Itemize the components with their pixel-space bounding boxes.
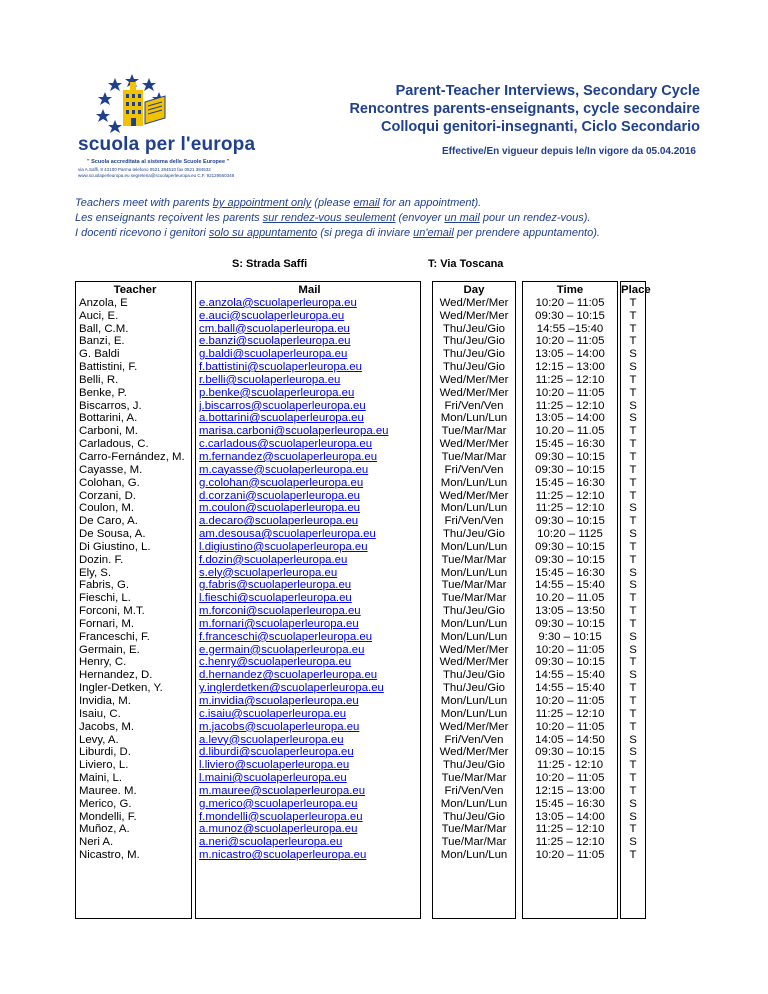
meeting-time: 11:25 – 12:10 bbox=[535, 399, 605, 412]
teacher-name: Liburdi, D. bbox=[79, 746, 131, 759]
teacher-email-link[interactable]: l.maini@scuolaperleuropa.eu bbox=[199, 772, 347, 785]
meeting-time: 10:20 – 11:05 bbox=[535, 643, 605, 656]
meeting-time: 09:30 – 10:15 bbox=[535, 309, 605, 322]
note-emphasis: email bbox=[353, 197, 380, 209]
teacher-email-link[interactable]: m.mauree@scuolaperleuropa.eu bbox=[199, 784, 366, 797]
teacher-email-link[interactable]: d.liburdi@scuolaperleuropa.eu bbox=[199, 746, 354, 759]
teacher-email-link[interactable]: m.jacobs@scuolaperleuropa.eu bbox=[199, 720, 360, 733]
meeting-time: 13:05 – 14:00 bbox=[535, 412, 605, 425]
note-text: per prendere appuntamento). bbox=[453, 227, 600, 239]
note-text: for an appointment). bbox=[379, 197, 482, 209]
meeting-time: 14:55 – 15:40 bbox=[535, 579, 605, 592]
meeting-day: Thu/Jeu/Gio bbox=[442, 810, 506, 823]
school-logo bbox=[75, 72, 315, 180]
note-text: (envoyer bbox=[395, 212, 445, 224]
meeting-place: T bbox=[629, 476, 637, 489]
meeting-time: 11:25 – 12:10 bbox=[535, 707, 605, 720]
teacher-name: Colohan, G. bbox=[79, 476, 140, 489]
meeting-place: S bbox=[629, 669, 637, 682]
teacher-name: Benke, P. bbox=[79, 386, 127, 399]
teacher-name: De Sousa, A. bbox=[79, 528, 146, 541]
teacher-name: Henry, C. bbox=[79, 656, 127, 669]
teacher-name: Liviero, L. bbox=[79, 759, 129, 772]
teacher-email-link[interactable]: c.henry@scuolaperleuropa.eu bbox=[199, 656, 352, 669]
meeting-place: S bbox=[629, 528, 637, 541]
meeting-time: 14:55 – 15:40 bbox=[535, 682, 605, 695]
meeting-day: Wed/Mer/Mer bbox=[439, 746, 509, 759]
teacher-name: Fabris, G. bbox=[79, 579, 130, 592]
meeting-time: 10:20 – 11:05 bbox=[535, 695, 605, 707]
meeting-time: 11:25 - 12:10 bbox=[536, 759, 604, 772]
teacher-name: Di Giustino, L. bbox=[79, 540, 151, 553]
meeting-place: T bbox=[629, 849, 637, 862]
meeting-place: T bbox=[629, 823, 637, 836]
meeting-time: 13:05 – 14:00 bbox=[535, 348, 605, 361]
meeting-day: Thu/Jeu/Gio bbox=[442, 348, 506, 361]
teacher-email-link[interactable]: cm.ball@scuolaperleuropa.eu bbox=[199, 322, 350, 335]
teacher-email-link[interactable]: f.franceschi@scuolaperleuropa.eu bbox=[199, 630, 373, 643]
teacher-email-link[interactable]: d.hernandez@scuolaperleuropa.eu bbox=[199, 669, 378, 682]
meeting-place: T bbox=[629, 605, 637, 618]
meeting-place: T bbox=[629, 386, 637, 399]
mail-header: Mail bbox=[298, 284, 321, 296]
meeting-day: Tue/Mar/Mar bbox=[441, 450, 507, 463]
teacher-name: Cayasse, M. bbox=[79, 463, 143, 476]
teacher-name: Mondelli, F. bbox=[79, 810, 137, 823]
teacher-name: Franceschi, F. bbox=[79, 630, 150, 643]
teacher-email-link[interactable]: m.invidia@scuolaperleuropa.eu bbox=[199, 695, 359, 707]
teacher-name: Carro-Fernández, M. bbox=[79, 450, 185, 463]
meeting-place: T bbox=[629, 784, 637, 797]
teacher-name: Isaiu, C. bbox=[79, 707, 121, 720]
meeting-time: 10:20 – 11:05 bbox=[535, 772, 605, 785]
day-header: Day bbox=[463, 284, 485, 296]
meeting-day: Tue/Mar/Mar bbox=[441, 836, 507, 849]
teacher-name: Hernandez, D. bbox=[79, 669, 153, 682]
meeting-time: 10.20 – 11.05 bbox=[535, 592, 605, 605]
teacher-name: Invidia, M. bbox=[79, 695, 131, 707]
teacher-email-link[interactable]: d.corzani@scuolaperleuropa.eu bbox=[199, 489, 361, 502]
meeting-time: 10:20 – 1125 bbox=[537, 528, 603, 541]
teacher-name: G. Baldi bbox=[79, 348, 120, 361]
teacher-email-link[interactable]: g.colohan@scuolaperleuropa.eu bbox=[199, 476, 364, 489]
teacher-email-link[interactable]: m.fornari@scuolaperleuropa.eu bbox=[199, 617, 359, 630]
teacher-name: Ely, S. bbox=[79, 566, 112, 579]
teacher-email-link[interactable]: g.baldi@scuolaperleuropa.eu bbox=[199, 348, 348, 361]
teacher-email-link[interactable]: m.nicastro@scuolaperleuropa.eu bbox=[199, 849, 367, 862]
meeting-day: Fri/Ven/Ven bbox=[444, 515, 504, 528]
teacher-name: Maini, L. bbox=[79, 772, 123, 785]
title-en: Parent-Teacher Interviews, Secondary Cycle bbox=[395, 83, 700, 99]
logo-web: www.scuolaperleuropa.eu segreteria@scuolaperleuropa.eu C.F. 92129560348 bbox=[78, 173, 235, 178]
teacher-name: Mauree. M. bbox=[79, 784, 137, 797]
meeting-place: T bbox=[629, 695, 637, 707]
teacher-name: Dozin. F. bbox=[79, 553, 124, 566]
meeting-day: Mon/Lun/Lun bbox=[440, 540, 508, 553]
teacher-name: Ingler-Detken, Y. bbox=[79, 682, 163, 695]
teacher-email-link[interactable]: p.benke@scuolaperleuropa.eu bbox=[199, 386, 355, 399]
teacher-name: Muñoz, A. bbox=[79, 823, 130, 836]
meeting-place: S bbox=[629, 348, 637, 361]
teacher-name: Bottarini, A. bbox=[79, 412, 138, 425]
teacher-email-link[interactable]: m.fernandez@scuolaperleuropa.eu bbox=[199, 450, 378, 463]
meeting-day: Wed/Mer/Mer bbox=[439, 656, 509, 669]
legend-strada-saffi: S: Strada Saffi bbox=[232, 258, 308, 270]
teacher-name: Banzi, E. bbox=[79, 335, 125, 348]
teacher-email-link[interactable]: l.liviero@scuolaperleuropa.eu bbox=[199, 759, 350, 772]
meeting-day: Fri/Ven/Ven bbox=[444, 733, 504, 746]
teacher-name: Nicastro, M. bbox=[79, 849, 140, 862]
meeting-time: 15:45 – 16:30 bbox=[535, 566, 605, 579]
logo-subtitle: " Scuola accreditata al sistema delle Scuole Europee " bbox=[87, 159, 230, 165]
meeting-time: 11:25 – 12:10 bbox=[535, 373, 605, 386]
title-block bbox=[349, 82, 700, 136]
meeting-place: T bbox=[629, 553, 637, 566]
teacher-email-link[interactable]: j.biscarros@scuolaperleuropa.eu bbox=[199, 399, 366, 412]
teacher-email-link[interactable]: e.auci@scuolaperleuropa.eu bbox=[199, 309, 345, 322]
note-emphasis: sur rendez-vous seulement bbox=[262, 212, 396, 224]
teacher-email-link[interactable]: g.merico@scuolaperleuropa.eu bbox=[199, 797, 358, 810]
teacher-name: Belli, R. bbox=[79, 373, 119, 386]
meeting-day: Thu/Jeu/Gio bbox=[442, 322, 506, 335]
meeting-time: 10:20 – 11:05 bbox=[535, 335, 605, 348]
meeting-time: 10:20 – 11:05 bbox=[535, 849, 605, 862]
meeting-day: Wed/Mer/Mer bbox=[439, 643, 509, 656]
teacher-header: Teacher bbox=[113, 284, 157, 296]
meeting-place: T bbox=[629, 335, 637, 348]
teacher-email-link[interactable]: c.carladous@scuolaperleuropa.eu bbox=[199, 438, 373, 451]
teacher-email-link[interactable]: m.cayasse@scuolaperleuropa.eu bbox=[199, 463, 369, 476]
teacher-name: Anzola, E bbox=[79, 296, 128, 309]
meeting-time: 13:05 – 14:00 bbox=[535, 810, 605, 823]
meeting-place: S bbox=[629, 579, 637, 592]
meeting-day: Wed/Mer/Mer bbox=[439, 386, 509, 399]
note-text: pour un rendez-vous). bbox=[479, 212, 591, 224]
meeting-day: Wed/Mer/Mer bbox=[439, 438, 509, 451]
meeting-day: Wed/Mer/Mer bbox=[439, 296, 509, 309]
teacher-email-link[interactable]: a.levy@scuolaperleuropa.eu bbox=[199, 733, 344, 746]
meeting-day: Wed/Mer/Mer bbox=[439, 309, 509, 322]
note-it bbox=[75, 226, 600, 241]
meeting-place: S bbox=[629, 836, 637, 849]
teacher-name: De Caro, A. bbox=[79, 515, 138, 528]
meeting-time: 12:15 – 13:00 bbox=[535, 784, 605, 797]
meeting-place: S bbox=[629, 746, 637, 759]
teacher-name: Forconi, M.T. bbox=[79, 605, 145, 618]
meeting-day: Wed/Mer/Mer bbox=[439, 489, 509, 502]
time-column bbox=[522, 281, 618, 919]
meeting-place: S bbox=[629, 810, 637, 823]
meeting-place: T bbox=[629, 617, 637, 630]
note-emphasis: un mail bbox=[444, 212, 480, 224]
day-column bbox=[432, 281, 516, 919]
meeting-day: Fri/Ven/Ven bbox=[444, 784, 504, 797]
meeting-time: 10.20 – 11.05 bbox=[535, 425, 605, 438]
note-text: (si prega di inviare bbox=[317, 227, 414, 239]
teacher-name: Levy, A. bbox=[79, 733, 119, 746]
meeting-day: Mon/Lun/Lun bbox=[440, 412, 508, 425]
meeting-time: 15:45 – 16:30 bbox=[535, 797, 605, 810]
meeting-day: Thu/Jeu/Gio bbox=[442, 361, 506, 374]
meeting-time: 12:15 – 13:00 bbox=[535, 361, 605, 374]
meeting-day: Thu/Jeu/Gio bbox=[442, 669, 506, 682]
meeting-day: Mon/Lun/Lun bbox=[440, 502, 508, 515]
note-emphasis: solo su appuntamento bbox=[208, 227, 318, 239]
meeting-time: 09:30 – 10:15 bbox=[535, 617, 605, 630]
meeting-place: S bbox=[629, 733, 637, 746]
meeting-time: 09:30 – 10:15 bbox=[535, 450, 605, 463]
meeting-place: S bbox=[629, 502, 637, 515]
teacher-email-link[interactable]: marisa.carboni@scuolaperleuropa.eu bbox=[199, 425, 389, 438]
teacher-name: Corzani, D. bbox=[79, 489, 136, 502]
teacher-name: Germain, E. bbox=[79, 643, 140, 656]
meeting-day: Thu/Jeu/Gio bbox=[442, 682, 506, 695]
teacher-email-link[interactable]: e.anzola@scuolaperleuropa.eu bbox=[199, 296, 357, 309]
teacher-email-link[interactable]: f.mondelli@scuolaperleuropa.eu bbox=[199, 810, 363, 823]
teacher-name: Neri A. bbox=[79, 836, 114, 849]
meeting-day: Tue/Mar/Mar bbox=[441, 823, 507, 836]
title-it: Colloqui genitori-insegnanti, Ciclo Secondario bbox=[380, 119, 700, 135]
teacher-email-link[interactable]: m.forconi@scuolaperleuropa.eu bbox=[199, 605, 361, 618]
note-fr bbox=[75, 211, 600, 226]
meeting-place: S bbox=[629, 399, 637, 412]
logo-wordmark: scuola per l'europa bbox=[78, 134, 256, 155]
meeting-time: 09:30 – 10:15 bbox=[535, 746, 605, 759]
meeting-day: Mon/Lun/Lun bbox=[440, 849, 508, 862]
meeting-place: S bbox=[629, 361, 637, 374]
title-fr: Rencontres parents-enseignants, cycle secondaire bbox=[349, 101, 700, 117]
note-emphasis: un'email bbox=[413, 227, 454, 239]
meeting-place: T bbox=[629, 592, 637, 605]
meeting-day: Thu/Jeu/Gio bbox=[442, 335, 506, 348]
meeting-day: Tue/Mar/Mar bbox=[441, 592, 507, 605]
meeting-time: 09:30 – 10:15 bbox=[535, 515, 605, 528]
meeting-place: T bbox=[629, 309, 637, 322]
logo-address: via A.Saffi, 8 43100 Parma telefono 0521 384510 fax 0521 384532 bbox=[78, 167, 211, 172]
meeting-place: S bbox=[629, 630, 637, 643]
teacher-email-link[interactable]: a.decaro@scuolaperleuropa.eu bbox=[199, 515, 359, 528]
teacher-name: Fieschi, L. bbox=[79, 592, 131, 605]
place-column bbox=[620, 281, 651, 919]
mail-column bbox=[195, 281, 421, 919]
meeting-day: Thu/Jeu/Gio bbox=[442, 528, 506, 541]
meeting-place: T bbox=[629, 656, 637, 669]
meeting-time: 14:05 – 14:50 bbox=[535, 733, 605, 746]
meeting-place: T bbox=[629, 463, 637, 476]
meeting-day: Wed/Mer/Mer bbox=[439, 720, 509, 733]
meeting-time: 11:25 – 12:10 bbox=[535, 502, 605, 515]
teacher-email-link[interactable]: l.digiustino@scuolaperleuropa.eu bbox=[199, 540, 368, 553]
meeting-place: T bbox=[629, 489, 637, 502]
meeting-day: Mon/Lun/Lun bbox=[440, 797, 508, 810]
meeting-time: 11:25 – 12:10 bbox=[535, 489, 605, 502]
note-en bbox=[75, 196, 600, 211]
teacher-email-link[interactable]: e.germain@scuolaperleuropa.eu bbox=[199, 643, 365, 656]
meeting-day: Thu/Jeu/Gio bbox=[442, 605, 506, 618]
meeting-day: Mon/Lun/Lun bbox=[440, 617, 508, 630]
teacher-email-link[interactable]: l.fieschi@scuolaperleuropa.eu bbox=[199, 592, 352, 605]
meeting-place: T bbox=[629, 707, 637, 720]
teacher-name: Carboni, M. bbox=[79, 425, 138, 438]
teacher-email-link[interactable]: r.belli@scuolaperleuropa.eu bbox=[199, 373, 341, 386]
meeting-place: T bbox=[629, 296, 637, 309]
meeting-place: T bbox=[629, 720, 637, 733]
effective-date: Effective/En vigueur depuis le/In vigore da 05.04.2016 bbox=[442, 146, 696, 157]
teacher-email-link[interactable]: a.neri@scuolaperleuropa.eu bbox=[199, 836, 343, 849]
meeting-day: Mon/Lun/Lun bbox=[440, 695, 508, 707]
meeting-day: Mon/Lun/Lun bbox=[440, 476, 508, 489]
meeting-place: T bbox=[629, 438, 637, 451]
teacher-name: Carladous, C. bbox=[79, 438, 149, 451]
meeting-time: 15:45 – 16:30 bbox=[535, 438, 605, 451]
meeting-time: 10:20 – 11:05 bbox=[535, 720, 605, 733]
meeting-day: Tue/Mar/Mar bbox=[441, 579, 507, 592]
meeting-time: 10:20 – 11:05 bbox=[535, 296, 605, 309]
meeting-time: 11:25 – 12:10 bbox=[535, 836, 605, 849]
note-text: I docenti ricevono i genitori bbox=[75, 227, 209, 239]
meeting-place: T bbox=[629, 373, 637, 386]
meeting-day: Tue/Mar/Mar bbox=[441, 425, 507, 438]
meeting-time: 10:20 – 11:05 bbox=[535, 386, 605, 399]
teacher-email-link[interactable]: e.banzi@scuolaperleuropa.eu bbox=[199, 335, 351, 348]
note-text: (please bbox=[311, 197, 354, 209]
teacher-name: Fornari, M. bbox=[79, 617, 135, 630]
meeting-time: 09:30 – 10:15 bbox=[535, 540, 605, 553]
appointment-notes bbox=[75, 196, 600, 241]
meeting-day: Mon/Lun/Lun bbox=[440, 566, 508, 579]
meeting-day: Wed/Mer/Mer bbox=[439, 373, 509, 386]
teacher-name: Battistini, F. bbox=[79, 361, 138, 374]
meeting-time: 15:45 – 16:30 bbox=[535, 476, 605, 489]
meeting-place: S bbox=[629, 566, 637, 579]
teacher-email-link[interactable]: c.isaiu@scuolaperleuropa.eu bbox=[199, 707, 347, 720]
meeting-day: Fri/Ven/Ven bbox=[444, 399, 504, 412]
meeting-place: S bbox=[629, 412, 637, 425]
note-text: Les enseignants reçoivent les parents bbox=[75, 212, 263, 224]
meeting-place: T bbox=[629, 682, 637, 695]
teacher-email-link[interactable]: g.fabris@scuolaperleuropa.eu bbox=[199, 579, 352, 592]
teacher-column bbox=[75, 281, 192, 919]
meeting-time: 09:30 – 10:15 bbox=[535, 463, 605, 476]
meeting-place: T bbox=[629, 322, 637, 335]
teacher-name: Merico, G. bbox=[79, 797, 132, 810]
legend-via-toscana: T: Via Toscana bbox=[428, 258, 504, 270]
teacher-email-link[interactable]: m.coulon@scuolaperleuropa.eu bbox=[199, 502, 361, 515]
meeting-day: Tue/Mar/Mar bbox=[441, 553, 507, 566]
note-text: Teachers meet with parents bbox=[75, 197, 213, 209]
teacher-email-link[interactable]: s.ely@scuolaperleuropa.eu bbox=[199, 566, 338, 579]
time-header: Time bbox=[556, 284, 584, 296]
teacher-email-link[interactable]: a.bottarini@scuolaperleuropa.eu bbox=[199, 412, 364, 425]
teacher-name: Auci, E. bbox=[79, 309, 119, 322]
logo-emblem-icon bbox=[87, 72, 177, 134]
meeting-time: 09:30 – 10:15 bbox=[535, 553, 605, 566]
meeting-time: 14:55 – 15:40 bbox=[535, 669, 605, 682]
place-header: Place bbox=[621, 284, 651, 296]
teacher-email-link[interactable]: f.dozin@scuolaperleuropa.eu bbox=[199, 553, 348, 566]
teacher-name: Jacobs, M. bbox=[79, 720, 135, 733]
teacher-name: Ball, C.M. bbox=[79, 322, 129, 335]
meeting-day: Thu/Jeu/Gio bbox=[442, 759, 506, 772]
meeting-place: T bbox=[629, 450, 637, 463]
meeting-time: 9:30 – 10:15 bbox=[538, 630, 602, 643]
teacher-email-link[interactable]: a.munoz@scuolaperleuropa.eu bbox=[199, 823, 358, 836]
teacher-email-link[interactable]: f.battistini@scuolaperleuropa.eu bbox=[199, 361, 362, 374]
meeting-place: T bbox=[629, 759, 637, 772]
note-emphasis: by appointment only bbox=[212, 197, 312, 209]
teacher-name: Biscarros, J. bbox=[79, 399, 142, 412]
meeting-day: Tue/Mar/Mar bbox=[441, 772, 507, 785]
teacher-name: Coulon, M. bbox=[79, 502, 135, 515]
meeting-place: T bbox=[629, 425, 637, 438]
teacher-email-link[interactable]: am.desousa@scuolaperleuropa.eu bbox=[199, 528, 376, 541]
meeting-place: T bbox=[629, 772, 637, 785]
meeting-place: S bbox=[629, 797, 637, 810]
meeting-place: T bbox=[629, 515, 637, 528]
meeting-time: 13:05 – 13:50 bbox=[535, 605, 605, 618]
meeting-time: 14:55 –15:40 bbox=[536, 322, 604, 335]
meeting-place: S bbox=[629, 643, 637, 656]
meeting-day: Mon/Lun/Lun bbox=[440, 707, 508, 720]
meeting-day: Fri/Ven/Ven bbox=[444, 463, 504, 476]
meeting-time: 09:30 – 10:15 bbox=[535, 656, 605, 669]
meeting-day: Mon/Lun/Lun bbox=[440, 630, 508, 643]
teacher-email-link[interactable]: y.inglerdetken@scuolaperleuropa.eu bbox=[199, 682, 384, 695]
meeting-place: T bbox=[629, 540, 637, 553]
meeting-time: 11:25 – 12:10 bbox=[535, 823, 605, 836]
